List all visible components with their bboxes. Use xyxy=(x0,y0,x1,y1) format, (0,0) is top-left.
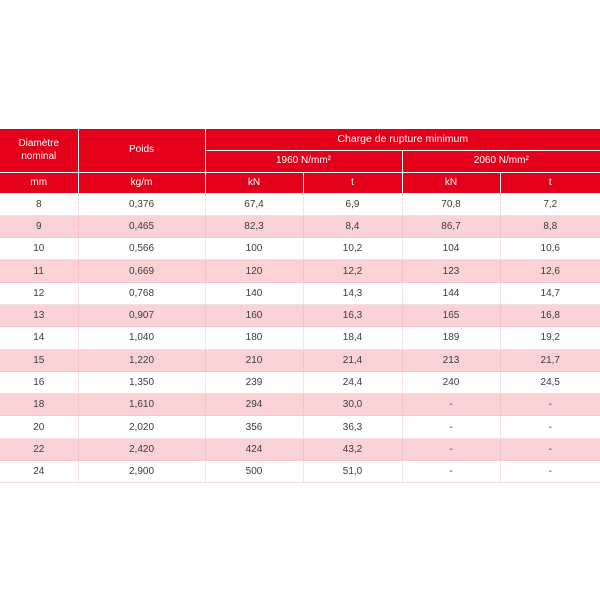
cell-load-1960-kn: 239 xyxy=(205,371,303,393)
cell-diameter: 22 xyxy=(0,438,78,460)
cell-load-1960-t: 10,2 xyxy=(303,238,402,260)
cell-load-2060-kn: 104 xyxy=(402,238,500,260)
table-row xyxy=(0,394,600,416)
table-row xyxy=(0,371,600,393)
cell-weight: 0,907 xyxy=(78,304,205,326)
table-row xyxy=(0,416,600,438)
cell-diameter: 15 xyxy=(0,349,78,371)
cell-load-2060-t: - xyxy=(500,438,600,460)
cell-load-1960-t: 8,4 xyxy=(303,215,402,237)
cell-diameter: 13 xyxy=(0,304,78,326)
cell-diameter: 16 xyxy=(0,371,78,393)
header-grade-1960: 1960 N/mm² xyxy=(205,150,402,172)
table-row xyxy=(0,215,600,237)
cell-load-2060-t: - xyxy=(500,461,600,483)
cell-load-1960-kn: 120 xyxy=(205,260,303,282)
unit-load-2060-kn: kN xyxy=(402,172,500,193)
cell-load-2060-kn: 165 xyxy=(402,304,500,326)
table-row xyxy=(0,304,600,326)
cell-load-1960-t: 14,3 xyxy=(303,282,402,304)
cell-load-1960-kn: 140 xyxy=(205,282,303,304)
table-row xyxy=(0,349,600,371)
table-row xyxy=(0,238,600,260)
cell-load-1960-t: 43,2 xyxy=(303,438,402,460)
cell-load-2060-t: 21,7 xyxy=(500,349,600,371)
cell-diameter: 10 xyxy=(0,238,78,260)
cell-load-1960-t: 21,4 xyxy=(303,349,402,371)
cell-diameter: 11 xyxy=(0,260,78,282)
cell-weight: 2,420 xyxy=(78,438,205,460)
cell-weight: 1,040 xyxy=(78,327,205,349)
cell-load-2060-t: 12,6 xyxy=(500,260,600,282)
cell-load-1960-kn: 160 xyxy=(205,304,303,326)
cell-load-2060-kn: 144 xyxy=(402,282,500,304)
unit-load-1960-kn: kN xyxy=(205,172,303,193)
cell-load-2060-t: 16,8 xyxy=(500,304,600,326)
cell-load-2060-t: - xyxy=(500,394,600,416)
cell-load-2060-kn: - xyxy=(402,416,500,438)
table-row xyxy=(0,282,600,304)
cell-load-2060-kn: - xyxy=(402,394,500,416)
cell-load-1960-kn: 82,3 xyxy=(205,215,303,237)
cell-diameter: 24 xyxy=(0,461,78,483)
cell-diameter: 18 xyxy=(0,394,78,416)
cell-load-1960-kn: 100 xyxy=(205,238,303,260)
cell-weight: 2,020 xyxy=(78,416,205,438)
header-diameter xyxy=(0,129,78,172)
cell-diameter: 9 xyxy=(0,215,78,237)
cell-load-2060-kn: - xyxy=(402,461,500,483)
cell-weight: 1,350 xyxy=(78,371,205,393)
cell-load-2060-t: 8,8 xyxy=(500,215,600,237)
cell-load-1960-t: 16,3 xyxy=(303,304,402,326)
unit-diameter: mm xyxy=(0,172,78,193)
table-body xyxy=(0,193,600,483)
cell-load-2060-t: 10,6 xyxy=(500,238,600,260)
cell-weight: 0,768 xyxy=(78,282,205,304)
cell-load-2060-kn: 70,8 xyxy=(402,193,500,215)
cell-load-1960-t: 51,0 xyxy=(303,461,402,483)
cell-weight: 1,610 xyxy=(78,394,205,416)
cell-load-2060-kn: - xyxy=(402,438,500,460)
cell-load-2060-t: 19,2 xyxy=(500,327,600,349)
cell-load-1960-kn: 500 xyxy=(205,461,303,483)
unit-load-2060-t: t xyxy=(500,172,600,193)
table-row xyxy=(0,327,600,349)
cell-load-2060-t: 7,2 xyxy=(500,193,600,215)
cell-load-1960-kn: 356 xyxy=(205,416,303,438)
cell-diameter: 20 xyxy=(0,416,78,438)
cell-weight: 2,900 xyxy=(78,461,205,483)
cell-load-2060-t: 24,5 xyxy=(500,371,600,393)
table-row xyxy=(0,260,600,282)
cell-diameter: 8 xyxy=(0,193,78,215)
cell-load-1960-kn: 424 xyxy=(205,438,303,460)
cell-weight: 0,566 xyxy=(78,238,205,260)
cell-load-2060-kn: 240 xyxy=(402,371,500,393)
header-row-units xyxy=(0,172,600,193)
cell-load-2060-kn: 213 xyxy=(402,349,500,371)
cell-load-1960-kn: 180 xyxy=(205,327,303,349)
header-diameter-label: Diamètre nominal xyxy=(18,138,60,163)
cell-load-1960-t: 12,2 xyxy=(303,260,402,282)
cell-load-2060-kn: 189 xyxy=(402,327,500,349)
cell-load-1960-kn: 294 xyxy=(205,394,303,416)
unit-load-1960-t: t xyxy=(303,172,402,193)
cell-load-1960-t: 30,0 xyxy=(303,394,402,416)
cell-load-2060-kn: 123 xyxy=(402,260,500,282)
cell-load-1960-kn: 67,4 xyxy=(205,193,303,215)
cell-load-2060-t: - xyxy=(500,416,600,438)
cell-load-2060-kn: 86,7 xyxy=(402,215,500,237)
cell-load-1960-t: 36,3 xyxy=(303,416,402,438)
cell-load-1960-t: 24,4 xyxy=(303,371,402,393)
header-grade-2060: 2060 N/mm² xyxy=(402,150,600,172)
table-row xyxy=(0,438,600,460)
breaking-load-table xyxy=(0,129,600,483)
cell-diameter: 14 xyxy=(0,327,78,349)
cell-weight: 0,376 xyxy=(78,193,205,215)
cell-load-1960-t: 18,4 xyxy=(303,327,402,349)
cell-diameter: 12 xyxy=(0,282,78,304)
header-weight: Poids xyxy=(78,129,205,172)
cell-load-2060-t: 14,7 xyxy=(500,282,600,304)
cell-weight: 1,220 xyxy=(78,349,205,371)
cell-weight: 0,465 xyxy=(78,215,205,237)
table-header xyxy=(0,129,600,193)
cell-load-1960-t: 6,9 xyxy=(303,193,402,215)
header-row-titles xyxy=(0,129,600,150)
table-row xyxy=(0,193,600,215)
cell-weight: 0,669 xyxy=(78,260,205,282)
unit-weight: kg/m xyxy=(78,172,205,193)
header-breaking-load: Charge de rupture minimum xyxy=(205,129,600,150)
table-row xyxy=(0,461,600,483)
cell-load-1960-kn: 210 xyxy=(205,349,303,371)
